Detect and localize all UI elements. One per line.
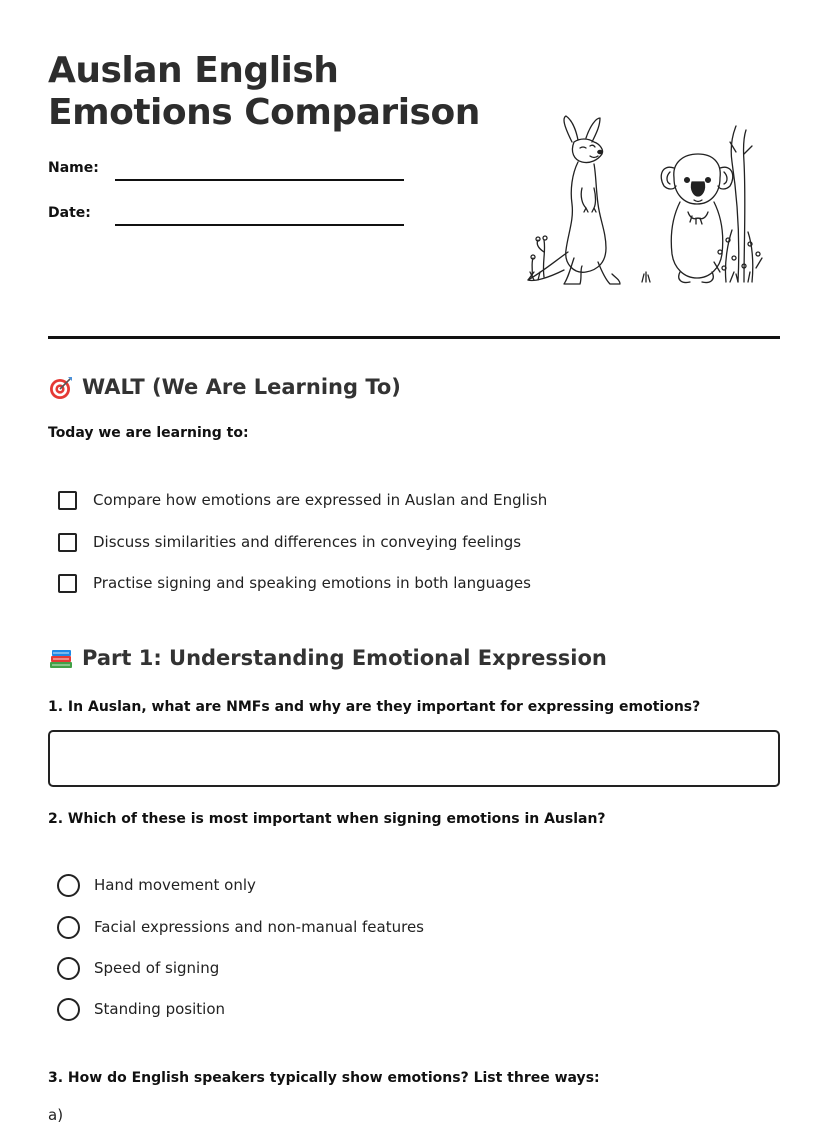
date-field-row [48,203,408,233]
walt-heading [48,374,401,400]
header-divider [48,336,780,339]
q2-option-label: Speed of signing [94,959,220,977]
worksheet-title: Auslan English Emotions Comparison [48,50,480,133]
name-label: Name: [48,160,99,176]
goal-checkbox[interactable] [58,533,77,552]
name-field-row [48,158,408,188]
question-3: 3. How do English speakers typically show emotions? List three ways: [48,1070,600,1086]
q2-option [58,915,424,939]
goal-checkbox[interactable] [58,491,77,510]
part1-heading [48,645,607,671]
goal-item [58,488,547,512]
q2-radio[interactable] [57,998,80,1021]
part1-heading-text: Part 1: Understanding Emotional Expression [82,646,607,670]
q2-radio[interactable] [57,916,80,939]
kangaroo-icon [528,116,620,284]
goal-checkbox[interactable] [58,574,77,593]
worksheet-page [48,0,780,1124]
question-2: 2. Which of these is most important when signing emotions in Auslan? [48,811,606,827]
target-dart-icon [48,374,74,400]
goal-item [58,571,531,595]
date-input-line[interactable] [115,224,404,226]
q3-item-a-prefix: a) [48,1106,64,1124]
walt-intro: Today we are learning to: [48,425,249,441]
name-input-line[interactable] [115,179,404,181]
q2-option-label: Facial expressions and non-manual features [94,918,424,936]
q2-radio[interactable] [57,874,80,897]
q2-option-label: Hand movement only [94,876,256,894]
q2-option [58,956,219,980]
q2-option [58,997,225,1021]
walt-heading-text: WALT (We Are Learning To) [82,375,401,399]
q2-option-label: Standing position [94,1000,226,1018]
date-label: Date: [48,205,91,221]
goal-item [58,530,521,554]
goal-label: Compare how emotions are expressed in Auslan and English [93,491,548,509]
goal-label: Discuss similarities and differences in conveying feelings [93,533,522,551]
question-1: 1. In Auslan, what are NMFs and why are they important for expressing emotions? [48,699,701,715]
q2-option [58,873,256,897]
books-icon [48,645,74,671]
q2-radio[interactable] [57,957,80,980]
question-1-answer-box[interactable] [48,730,780,787]
goal-label: Practise signing and speaking emotions in both languages [93,574,531,592]
kangaroo-koala-illustration [524,112,764,292]
koala-icon [661,154,733,283]
